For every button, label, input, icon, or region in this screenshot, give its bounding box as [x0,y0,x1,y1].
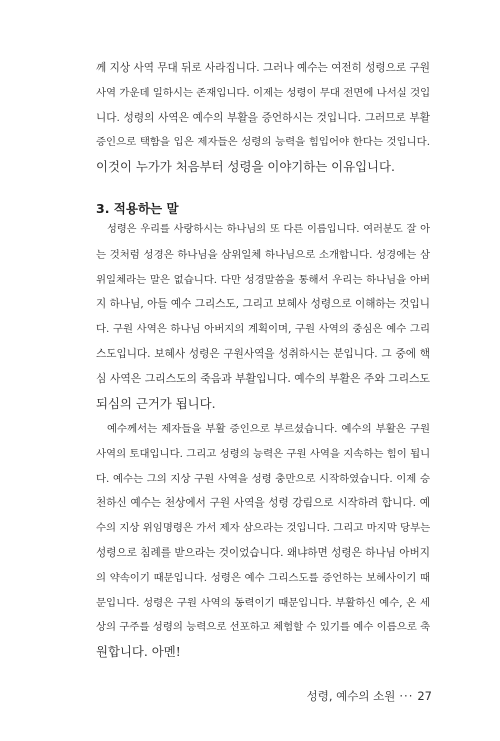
text-line: 천하신 예수는 천상에서 구원 사역을 성령 강림으로 시작하려 합니다. 예 [96,497,430,510]
footer-separator: ··· [399,689,414,703]
text-line: 스도입니다. 보혜사 성령은 구원사역을 성취하시는 분입니다. 그 중에 핵 [96,347,430,360]
text-line: 문입니다. 성령은 구원 사역의 동력이기 때문입니다. 부활하신 예수, 온 세 [96,596,430,609]
text-line: 상의 구주를 성령의 능력으로 선포하고 체험할 수 있기를 예수 이름으로 축 [96,621,430,634]
running-title: 성령, 예수의 소원 [306,689,396,703]
text-line: 수의 지상 위임명령은 가서 제자 삼으라는 것입니다. 그리고 마지막 당부는 [96,522,430,535]
text-line: 심 사역은 그리스도의 죽음과 부활입니다. 예수의 부활은 주와 그리스도 [96,371,430,385]
intro-paragraph [96,56,430,180]
text-line: 사역 가운데 일하시는 존재입니다. 이제는 성령이 무대 전면에 나서실 것입 [96,86,430,99]
text-line: 다. 예수는 그의 지상 구원 사역을 성령 충만으로 시작하였습니다. 이제 승 [96,472,430,485]
text-line: 증인으로 택함을 입은 제자들은 성령의 능력을 힘입어야 한다는 것입니다. [96,136,430,149]
section-heading: 3. 적용하는 말 [96,201,179,216]
text-line: 니다. 성령의 사역은 예수의 부활을 증언하시는 것입니다. 그러므로 부활 [96,111,430,124]
text-line: 되심의 근거가 됩니다. [96,395,216,411]
text-line: 원합니다. 아멘! [96,644,181,660]
page-number: 27 [417,689,432,703]
text-line: 께 지상 사역 무대 뒤로 사라집니다. 그러나 예수는 여전히 성령으로 구원 [96,62,430,74]
body-paragraph-1 [96,218,430,416]
body-paragraph-2 [96,417,430,665]
text-line: 위일체라는 말은 없습니다. 다만 성경말씀을 통해서 우리는 하나님을 아버 [96,273,430,286]
text-line: 다. 구원 사역은 하나님 아버지의 계획이며, 구원 사역의 중심은 예수 그리 [96,323,430,336]
text-line: 성령은 우리를 사랑하시는 하나님의 또 다른 이름입니다. 여러분도 잘 아 [107,224,430,235]
text-line: 예수께서는 제자들을 부활 증인으로 부르셨습니다. 예수의 부활은 구원 [107,423,430,435]
text-line: 의 약속이기 때문입니다. 성령은 예수 그리스도를 증언하는 보혜사이기 때 [96,571,430,584]
text-line: 지 하나님, 아들 예수 그리스도, 그리고 보혜사 성령으로 이해하는 것입니 [96,298,430,311]
page-footer [307,688,432,704]
text-line: 는 것처럼 성경은 하나님을 삼위일체 하나님으로 소개합니다. 성경에는 삼 [96,248,430,261]
text-line: 이것이 누가가 처음부터 성령을 이야기하는 이유입니다. [96,159,395,175]
text-line: 사역의 토대입니다. 그리고 성령의 능력은 구원 사역을 지속하는 힘이 됩니 [96,447,430,460]
text-line: 성령으로 침례를 받으라는 것이었습니다. 왜냐하면 성령은 하나님 아버지 [96,546,430,559]
